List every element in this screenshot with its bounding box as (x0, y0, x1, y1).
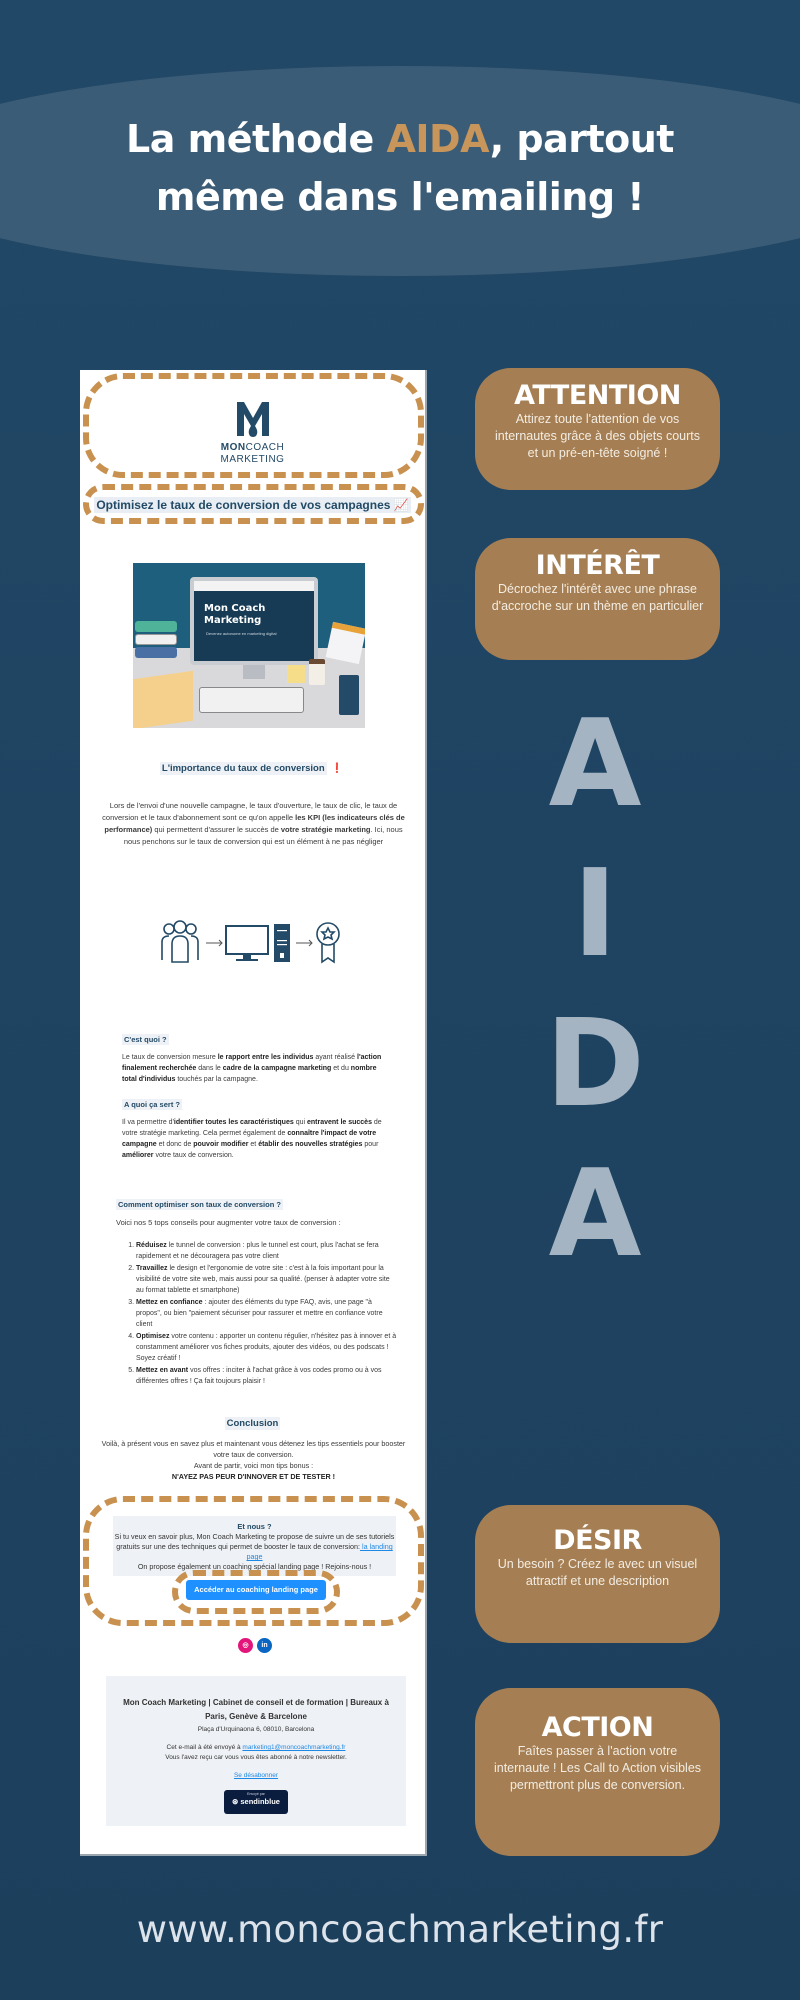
why-paragraph: Il va permettre d'identifier toutes les caractéristiques qui entravent le succès de votre stratégie marketing. Cela permet également de connaître l'impact de votre campagne et donc de pouvoir modifier et établir des nouvelles stratégies pour améliorer votre taux de conversion. (122, 1119, 382, 1159)
card-title: ACTION (541, 1712, 654, 1743)
aida-vertical-letters (500, 695, 690, 1300)
tip-item: 1. Réduisez le tunnel de conversion : plus le tunnel est court, plus l'achat se fera rapidement et ne découragera pas votre client (136, 1240, 397, 1262)
card-description: Faîtes passer à l'action votre internaute ! Les Call to Action visibles permettront plus de conversion. (493, 1744, 702, 1792)
card-interet (475, 538, 720, 660)
title-line2: même dans l'emailing ! (155, 175, 645, 219)
tips-intro: Voici nos 5 tops conseils pour augmenter votre taux de conversion : (116, 1218, 341, 1227)
promo-box: Et nous ? Si tu veux en savoir plus, Mon Coach Marketing te propose de suivre un de ses tutoriels gratuits sur une des techniques qui permet de booster le taux de conversion: la landing page On propose également un coaching spécial landing page ! Rejoins-nous ! (113, 1516, 396, 1576)
email-subject: Optimisez le taux de conversion de vos campagnes 📈 (96, 498, 409, 512)
website-url[interactable]: www.moncoachmarketing.fr (136, 1908, 664, 1951)
big-letter: A (548, 695, 642, 834)
unsubscribe-link[interactable]: Se désabonner (233, 1772, 279, 1779)
card-description: Attirez toute l'attention de vos internautes grâce à des objets courts et un pré-en-tête soigné ! (495, 412, 700, 460)
company-address: Plaça d'Urquinaona 6, 08010, Barcelona (197, 1726, 315, 1733)
email-preview (80, 370, 427, 1856)
brand-logo (80, 400, 425, 466)
people-group-icon (162, 921, 198, 962)
tips-list (122, 1240, 397, 1388)
card-description: Un besoin ? Créez le avec un visuel attractif et une description (497, 1557, 698, 1588)
recipient-email-link[interactable]: marketing1@moncoachmarketing.fr (242, 1744, 346, 1751)
card-title: DÉSIR (553, 1525, 642, 1556)
arrow-right-icon (206, 940, 222, 946)
moncoach-m-logo-icon (233, 400, 273, 438)
card-desir (475, 1505, 720, 1643)
title-part: , partout (489, 117, 674, 161)
conversion-flow-diagram (160, 918, 350, 968)
intro-paragraph: Lors de l'envoi d'une nouvelle campagne, le taux d'ouverture, le taux de clic, le taux de conversion et le taux d'abonnement sont ce qu'on appelle les KPI (les indicateurs clés de performance) qui permettent d'assurer le succès de votre stratégie marketing. Ici, nous nous penchons sur le taux de conversion qui est un élément à ne pas négliger (102, 801, 405, 846)
linkedin-icon[interactable]: in (257, 1638, 272, 1653)
card-attention (475, 368, 720, 490)
tip-item: 5. Mettez en avant vos offres : inciter à l'achat grâce à vos codes promo ou à vos différentes offres ! Ça fait toujours plaisir ! (136, 1365, 397, 1387)
logo-text: MONCOACH MARKETING (220, 442, 285, 465)
company-name: Mon Coach Marketing | Cabinet de conseil et de formation | Bureaux à Paris, Genève & Barcelone (123, 1698, 389, 1721)
card-title: ATTENTION (514, 380, 681, 411)
section-title-what: C'est quoi ? (124, 1035, 167, 1044)
instagram-icon[interactable]: ◎ (238, 1638, 253, 1653)
award-ribbon-icon (317, 923, 339, 962)
landing-page-cta-button[interactable]: Accéder au coaching landing page (186, 1580, 326, 1600)
arrow-right-icon (296, 940, 312, 946)
landing-page-link[interactable]: la landing page (246, 1542, 393, 1561)
computer-icon (226, 924, 290, 962)
conclusion-text: Voilà, à présent vous en savez plus et maintenant vous détenez les tips essentiels pour booster votre taux de conversion. Avant de partir, voici mon tips bonus : N'AYEZ PAS PEUR D'INNOVER ET DE TESTER ! (101, 1439, 406, 1481)
what-paragraph: Le taux de conversion mesure le rapport entre les individus ayant réalisé l'action finalement recherchée dans le cadre de la campagne marketing et du nombre total d'individus touchés par la campagne. (122, 1054, 382, 1083)
tip-item: 4. Optimisez votre contenu : apporter un contenu régulier, n'hésitez pas à innover et à constamment améliorer vos fiches produits, ajouter des vidéos, ou des podscats ! Soyez créatif ! (136, 1331, 397, 1364)
title-part: La méthode (126, 117, 387, 161)
tip-item: 3. Mettez en confiance : ajouter des éléments du type FAQ, avis, une page "à propos", ou bien "paiement sécuriser pour rassurer et mettre en confiance votre client (136, 1297, 397, 1330)
section-title-how: Comment optimiser son taux de conversion ? (118, 1200, 281, 1209)
page-title (0, 110, 800, 226)
card-action (475, 1688, 720, 1856)
exclamation-icon: ❗ (331, 763, 344, 774)
card-description: Décrochez l'intérêt avec une phrase d'accroche sur un thème en particulier (491, 582, 704, 613)
calendar-icon (326, 622, 365, 664)
coffee-cup-icon (309, 659, 325, 685)
sendinblue-badge[interactable]: Envoyé par ⊛ sendinblue (224, 1790, 288, 1814)
big-letter: A (548, 1145, 642, 1284)
card-title: INTÉRÊT (535, 550, 660, 581)
sent-to-text: Cet e-mail à été envoyé à marketing1@moncoachmarketing.fr Vous l'avez reçu car vous vous êtes abonné à notre newsletter. (165, 1744, 347, 1761)
section-title-conclusion: Conclusion (226, 1418, 279, 1429)
section-title-why: A quoi ça sert ? (124, 1100, 180, 1109)
title-accent: AIDA (386, 117, 490, 161)
monitor-illustration: Mon Coach Marketing Devenez autonome en marketing digital (190, 577, 318, 665)
section-title-importance: L'importance du taux de conversion ❗ (161, 763, 344, 774)
hero-illustration (133, 563, 365, 728)
tip-item: 2. Travaillez le design et l'ergonomie de votre site : c'est à la fois important pour la visibilité de votre site web, mais aussi pour sa qualité. (penser à adapter votre site au format tablette et smartphone) (136, 1263, 397, 1296)
email-footer (106, 1676, 406, 1826)
social-links (238, 1638, 272, 1653)
pencil-cup-icon (339, 675, 359, 715)
big-letter: D (545, 995, 645, 1134)
big-letter: I (572, 845, 618, 984)
